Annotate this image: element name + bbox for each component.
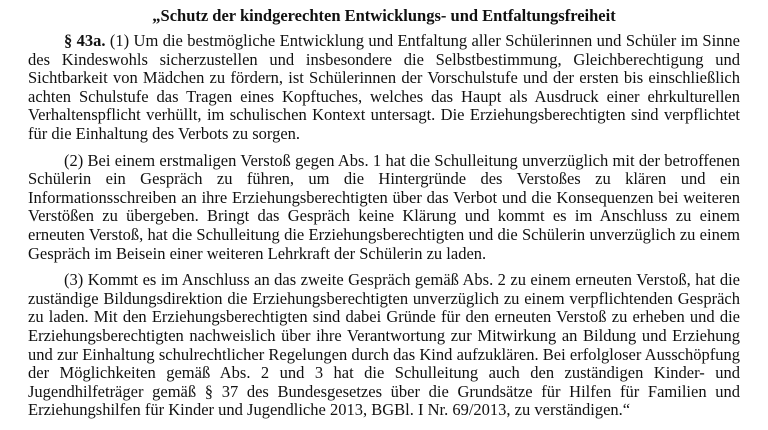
paragraph-1-text: (1) Um die bestmögliche Entwicklung und Entfaltung aller Schülerinnen und Schüler im Sinne des Kindeswohls sicherzustellen und insbesondere die Selbstbestimmung, Gleichberechtigung und Sichtbarkeit von Mädchen zu fördern, ist Schülerinnen der Vorschulstufe und der ersten bis einschließlich achten Schulstufe das Tragen eines Kopftuches, welches das Haupt als Ausdruck einer ehrkulturellen Verhaltenspflicht verhüllt, im schulischen Kontext untersagt. Die Erziehungsberechtigten sind verpflichtet für die Einhaltung des Verbots zu sorgen. — [28, 31, 741, 143]
paragraph-2: (2) Bei einem erstmaligen Verstoß gegen Abs. 1 hat die Schulleitung unverzüglich mit der betroffenen Schülerin ein Gespräch zu führen, um die Hintergründe des Verstoßes zu klären und ein Informationsschreiben an ihre Erziehungsberechtigten über das Verbot und die Konsequenzen bei weiteren Verstößen zu übergeben. Bringt das Gespräch keine Klärung und kommt es im Anschluss zu einem erneuten Verstoß, hat die Schulleitung die Erziehungsberechtigten und die Schülerin unverzüglich zu einem Gespräch im Beisein einer weiteren Lehrkraft der Schülerin zu laden. — [28, 150, 740, 263]
paragraph-3: (3) Kommt es im Anschluss an das zweite Gespräch gemäß Abs. 2 zu einem erneuten Verstoß, hat die zuständige Bildungsdirektion die Erziehungsberechtigten unverzüglich zu einem verpflichtenden Gespräch zu laden. Mit den Erziehungsberechtigten sind dabei Gründe für den erneuten Verstoß zu erheben und die Erziehungsberechtigten nachweislich über ihre Verantwortung zur Mitwirkung an Bildung und Erziehung und zur Einhaltung schulrechtlicher Regelungen durch das Kind aufzuklären. Bei erfolgloser Ausschöpfung der Möglichkeiten gemäß Abs. 2 und 3 hat die Schulleitung auch den zuständigen Kinder- und Jugendhilfeträger gemäß § 37 des Bundesgesetzes über die Grundsätze für Hilfen für Familien und Erziehungshilfen für Kinder und Jugendliche 2013, BGBl. I Nr. 69/2013, zu verständigen.“ — [28, 270, 740, 420]
section-number: § 43a. — [64, 31, 106, 50]
document-title: „Schutz der kindgerechten Entwicklungs- und Entfaltungsfreiheit — [152, 6, 616, 25]
paragraph-1 — [28, 32, 740, 144]
